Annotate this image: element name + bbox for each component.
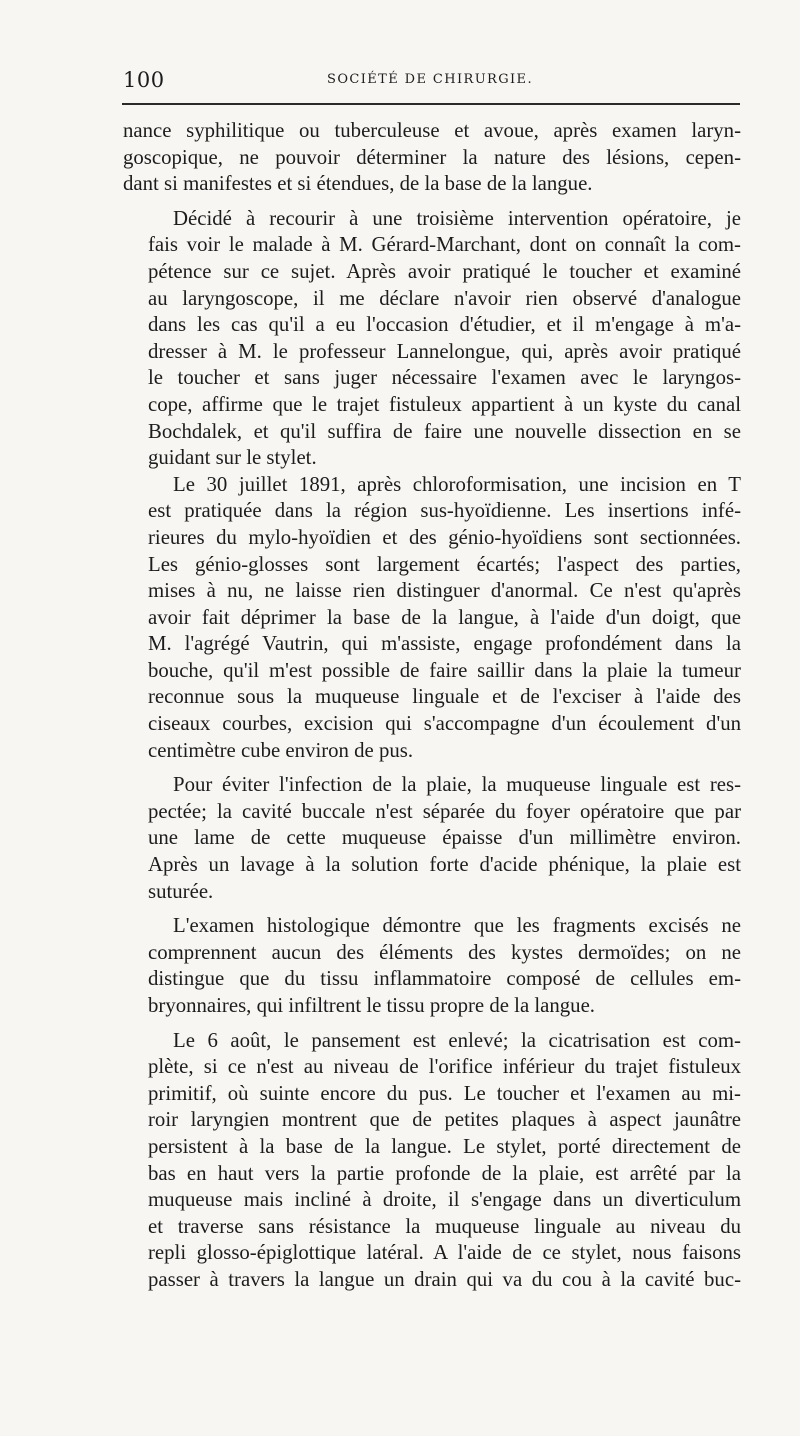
text-line: plète, si ce n'est au niveau de l'orifice inférieur du trajet fistuleux <box>148 1055 741 1079</box>
header-rule <box>122 103 740 105</box>
text-line: pectée; la cavité buccale n'est séparée du foyer opératoire que par <box>148 799 741 823</box>
text-line: muqueuse mais incliné à droite, il s'engage dans un diverticulum <box>148 1188 741 1212</box>
text-line: repli glosso-épiglottique latéral. A l'aide de ce stylet, nous faisons <box>148 1241 741 1265</box>
text-line: au laryngoscope, il me déclare n'avoir rien observé d'analogue <box>148 286 741 310</box>
text-line: L'examen histologique démontre que les fragments excisés ne <box>173 914 741 938</box>
text-line: comprennent aucun des éléments des kystes dermoïdes; on ne <box>148 940 741 964</box>
text-line: goscopique, ne pouvoir déterminer la nature des lésions, cepen- <box>123 145 741 169</box>
text-line: Les génio-glosses sont largement écartés; l'aspect des parties, <box>148 552 741 576</box>
paragraph-3 <box>123 472 741 765</box>
paragraph-5 <box>123 913 741 1019</box>
paragraph-6 <box>123 1028 741 1294</box>
text-line: mises à nu, ne laisse rien distinguer d'anormal. Ce n'est qu'après <box>148 579 741 603</box>
text-line: Décidé à recourir à une troisième intervention opératoire, je <box>173 206 741 230</box>
text-line: Bochdalek, et qu'il suffira de faire une nouvelle dissection en se <box>148 419 741 443</box>
text-line: dresser à M. le professeur Lannelongue, qui, après avoir pratiqué <box>148 339 741 363</box>
text-line: et traverse sans résistance la muqueuse linguale au niveau du <box>148 1214 741 1238</box>
text-line: fais voir le malade à M. Gérard-Marchant, dont on connaît la com- <box>148 233 741 257</box>
text-line: reconnue sous la muqueuse linguale et de l'exciser à l'aide des <box>148 685 741 709</box>
paragraph-4 <box>123 772 741 905</box>
text-line: nance syphilitique ou tuberculeuse et avoue, après examen laryn- <box>123 119 741 142</box>
text-line: dant si manifestes et si étendues, de la base de la langue. <box>123 172 593 196</box>
text-line: centimètre cube environ de pus. <box>148 738 414 762</box>
text-line: primitif, où suinte encore du pus. Le toucher et l'examen au mi- <box>148 1081 741 1105</box>
text-line: suturée. <box>148 879 214 903</box>
text-line: M. l'agrégé Vautrin, qui m'assiste, engage profondément dans la <box>148 632 741 656</box>
text-line: bas en haut vers la partie profonde de la plaie, est arrêté par la <box>148 1161 741 1185</box>
text-line: est pratiquée dans la région sus-hyoïdienne. Les insertions infé- <box>148 499 741 523</box>
text-line: passer à travers la langue un drain qui va du cou à la cavité buc- <box>148 1267 741 1291</box>
paragraph-2 <box>123 206 741 472</box>
running-title: SOCIÉTÉ DE CHIRURGIE. <box>327 72 533 87</box>
text-line: pétence sur ce sujet. Après avoir pratiqué le toucher et examiné <box>148 259 741 283</box>
text-line: Pour éviter l'infection de la plaie, la muqueuse linguale est res- <box>173 773 741 797</box>
text-line: Après un lavage à la solution forte d'acide phénique, la plaie est <box>148 853 741 877</box>
text-line: bouche, qu'il m'est possible de faire saillir dans la plaie la tumeur <box>148 658 741 682</box>
text-line: bryonnaires, qui infiltrent le tissu propre de la langue. <box>148 994 596 1017</box>
text-line: guidant sur le stylet. <box>148 446 317 470</box>
text-line: distingue que du tissu inflammatoire composé de cellules em- <box>148 967 741 991</box>
text-line: avoir fait déprimer la base de la langue, à l'aide d'un doigt, que <box>148 605 741 629</box>
page-number: 100 <box>123 68 165 92</box>
text-line: persistent à la base de la langue. Le stylet, porté directement de <box>148 1134 741 1158</box>
text-line: Le 30 juillet 1891, après chloroformisation, une incision en T <box>173 472 741 496</box>
text-line: roir laryngien montrent que de petites plaques à aspect jaunâtre <box>148 1108 741 1132</box>
body-text <box>123 118 741 1294</box>
text-line: ciseaux courbes, excision qui s'accompagne d'un écoulement d'un <box>148 712 741 736</box>
text-line: une lame de cette muqueuse épaisse d'un millimètre environ. <box>148 826 741 850</box>
text-line: rieures du mylo-hyoïdien et des génio-hyoïdiens sont sectionnées. <box>148 525 741 549</box>
paragraph-1 <box>123 118 741 198</box>
text-line: dans les cas qu'il a eu l'occasion d'étudier, et il m'engage à m'a- <box>148 313 741 337</box>
text-line: le toucher et sans juger nécessaire l'examen avec le laryngos- <box>148 366 741 390</box>
text-line: cope, affirme que le trajet fistuleux appartient à un kyste du canal <box>148 392 741 416</box>
text-line: Le 6 août, le pansement est enlevé; la cicatrisation est com- <box>173 1028 741 1052</box>
